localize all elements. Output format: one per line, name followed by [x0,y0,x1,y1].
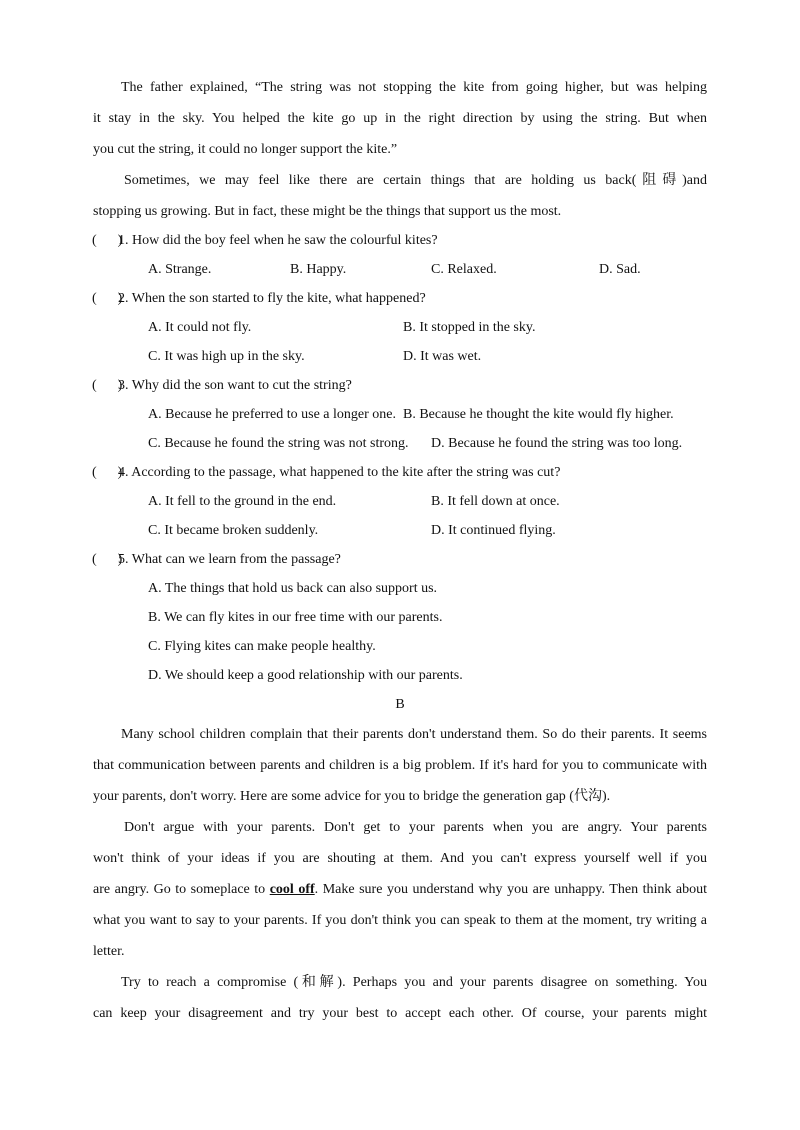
passage-a-p1-line1: The father explained, “The string was not stopping the kite from going higher, but was helping [121,80,707,95]
question-2-option-c: C. It was high up in the sky. [148,349,305,364]
question-2-option-d: D. It was wet. [403,349,482,364]
cool-off-term: cool off [269,882,315,897]
answer-blank-1[interactable]: ( ) [92,233,123,248]
section-b-p2-line2: won't think of your ideas if you are shouting at them. And you can't express yourself well if you [93,851,707,866]
question-1-option-b: B. Happy. [290,262,347,277]
section-b-heading: B [395,697,405,712]
question-4-option-b: B. It fell down at once. [431,494,560,509]
question-1-option-d: D. Sad. [599,262,641,277]
question-4-option-d: D. It continued flying. [431,523,556,538]
section-b-p3-line1: Try to reach a compromise (和解). Perhaps you and your parents disagree on something. You [121,975,707,990]
section-b-p1-line2: that communication between parents and children is a big problem. If it's hard for you to communicate with [93,758,707,773]
section-b-p1-line3: your parents, don't worry. Here are some advice for you to bridge the generation gap (代沟). [93,789,611,804]
question-5-option-c: C. Flying kites can make people healthy. [148,639,376,654]
question-4-stem: 4. According to the passage, what happened to the kite after the string was cut? [118,465,561,480]
question-4-option-a: A. It fell to the ground in the end. [148,494,337,509]
question-5-option-a: A. The things that hold us back can also support us. [148,581,438,596]
section-b-p2-line4: what you want to say to your parents. If you don't think you can speak to them at the moment, try writing a [93,913,707,928]
section-b-p3-line2: can keep your disagreement and try your best to accept each other. Of course, your parents might [93,1006,707,1021]
question-5-option-d: D. We should keep a good relationship with our parents. [148,668,463,683]
question-2-option-b: B. It stopped in the sky. [403,320,536,335]
question-3-stem: 3. Why did the son want to cut the string? [118,378,352,393]
question-1-option-c: C. Relaxed. [431,262,497,277]
question-1-option-a: A. Strange. [148,262,212,277]
question-3-option-a: A. Because he preferred to use a longer one. [148,407,397,422]
passage-a-p2-line1: Sometimes, we may feel like there are certain things that are holding us back(阻碍)and [124,173,707,188]
question-2-stem: 2. When the son started to fly the kite, what happened? [118,291,426,306]
passage-a-p1-line3: you cut the string, it could no longer support the kite.” [93,142,398,157]
question-5-stem: 5. What can we learn from the passage? [118,552,341,567]
answer-blank-5[interactable]: ( ) [92,552,123,567]
section-b-p2-line3-after: . Make sure you understand why you are unhappy. Then think about [314,882,708,897]
section-b-p2-line1: Don't argue with your parents. Don't get to your parents when you are angry. Your parents [124,820,707,835]
question-3-option-c: C. Because he found the string was not strong. [148,436,409,451]
section-b-p1-line1: Many school children complain that their parents don't understand them. So do their parents. It seems [121,727,707,742]
answer-blank-3[interactable]: ( ) [92,378,123,393]
passage-a-p2-line2: stopping us growing. But in fact, these might be the things that support us the most. [93,204,562,219]
section-b-p2-line3-before: are angry. Go to someplace to [93,882,270,897]
question-1-stem: 1. How did the boy feel when he saw the colourful kites? [118,233,438,248]
section-b-p2-line5: letter. [93,944,125,959]
section-b-p2-line3 [93,881,707,899]
question-5-option-b: B. We can fly kites in our free time with our parents. [148,610,443,625]
question-4-option-c: C. It became broken suddenly. [148,523,319,538]
answer-blank-4[interactable]: ( ) [92,465,123,480]
question-3-option-d: D. Because he found the string was too long. [431,436,683,451]
answer-blank-2[interactable]: ( ) [92,291,123,306]
question-3-option-b: B. Because he thought the kite would fly higher. [403,407,674,422]
passage-a-p1-line2: it stay in the sky. You helped the kite go up in the right direction by using the string. But when [93,111,707,126]
question-2-option-a: A. It could not fly. [148,320,252,335]
